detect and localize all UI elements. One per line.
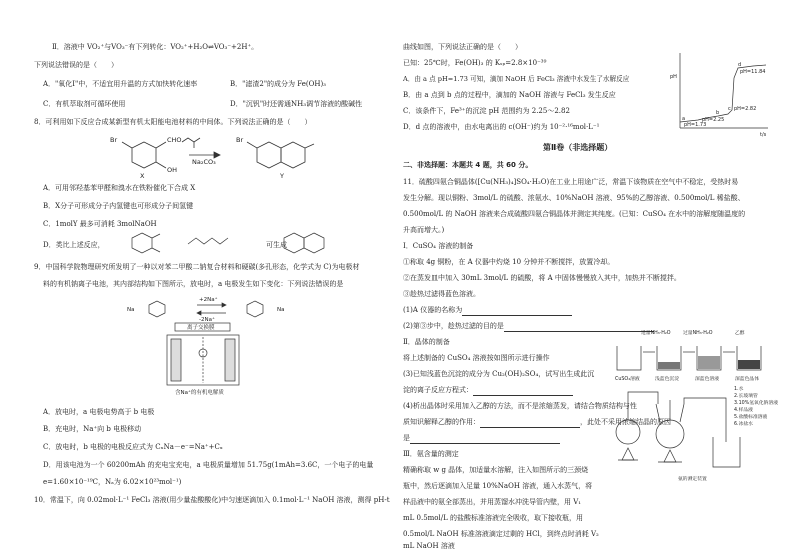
q10-option-b: B．由 a 点到 b 点的过程中，滴加的 NaOH 溶液与 FeCl₃ 发生反应 — [403, 91, 616, 99]
q8-reaction-figure — [104, 130, 344, 180]
q11-1: (1)A 仪器的名称为 — [403, 305, 572, 316]
q7-option-d: D．"沉钒"时还需通NH₃调节溶液的酸碱性 — [230, 100, 363, 108]
answer-blank-1[interactable] — [462, 305, 572, 316]
step2-label: 过量NH₃·H₂O — [683, 331, 713, 336]
right-molecule — [247, 301, 263, 317]
beaker-2-label: 浅蓝色沉淀 — [655, 377, 679, 382]
q11-4-line2: 质知识解释乙醇的作用： ，此处不采用浓缩结晶的原因 — [403, 418, 671, 426]
q10-option-d: D．d 点的溶液中，由水电离出的 c(OH⁻)约为 10⁻²·¹⁶mol·L⁻¹ — [403, 123, 600, 131]
q11-line2: 发生分解。现以铜粉、3mol/L 的硫酸、浓氨水、10%NaOH 溶液、95%的乙醇溶液、0.500mol/L 稀盐酸、 — [403, 194, 745, 202]
q7-stem-line: Ⅱ．溶液中 VO₂⁺与VO₃⁻有下列转化：VO₂⁺+H₂O⇌VO₃⁻+2H⁺。 — [52, 43, 259, 51]
ion-label-right: Na — [277, 307, 285, 313]
ph-c-label: pH=2.82 — [734, 106, 757, 112]
point-c: c — [728, 106, 731, 112]
q11-line1: 11．硫酸四氨合铜晶体([Cu(NH₃)₄]SO₄·H₂O)在工业上用途广泛，常温下该物质在空气中不稳定，受热时易 — [403, 178, 739, 186]
membrane-label: 离子交换膜 — [187, 325, 215, 331]
ph-b-label: pH=2.25 — [702, 117, 725, 123]
q9-stem-line2: 料的有机钠离子电池，其内部结构如下图所示，放电时，a 电极发生如下变化：下列说法错误的是 — [43, 280, 344, 288]
apparatus-caption: 氨的测定装置 — [678, 477, 707, 482]
part-iii-line2: 瓶中，然后逐滴加入足量 10%NaOH 溶液，通入水蒸气，将 — [403, 482, 593, 490]
q10-stem: 10．常温下，向 0.02mol·L⁻¹ FeCl₃ 溶液(用少量盐酸酸化)中匀速逐滴加入 0.1mol·L⁻¹ NaOH 溶液，测得 pH-t — [34, 496, 390, 504]
electrode-b — [225, 339, 235, 381]
q8-option-a: A．可用邻羟基苯甲醛和溴水在铁粉催化下合成 X — [43, 184, 196, 192]
part-i-step1: ①称取 4g 铜粉，在 A 仪器中灼烧 10 分钟并不断搅拌，放置冷却。 — [403, 258, 615, 266]
point-d: d — [738, 62, 742, 68]
part-iii-line3: 样品液中的氨全部蒸出，并用蒸馏水冲洗导管内壁，用 V₁ — [403, 498, 582, 506]
label-2: 2.长玻璃管 — [734, 394, 758, 399]
label-6: 6.冰盐水 — [734, 422, 753, 427]
electrode-a — [171, 339, 181, 381]
receiving-flask — [713, 437, 740, 467]
q8-option-d-start: D．类比上述反应， — [43, 241, 105, 249]
q10-stem-cont: 曲线如图，下列说法正确的是（ ） — [403, 43, 522, 51]
answer-blank-3[interactable] — [473, 385, 573, 396]
q7-option-a: A．"氧化Ⅰ"中，不适宜用升温的方式加快转化速率 — [43, 80, 198, 88]
compound-y-label: Y — [280, 172, 284, 180]
ph-d-label: pH=11.84 — [740, 69, 766, 75]
y-br-label: Br — [236, 136, 244, 144]
steam-flask — [616, 420, 640, 444]
y-ring-2 — [281, 142, 305, 168]
part-i-step2: ②在蒸发皿中加入 30mL 3mol/L 的硫酸，将 A 中固体慢慢放入其中，加热并不断搅拌。 — [403, 274, 681, 282]
part-iii-line4: mL 0.5mol/L 的盐酸标准溶液完全吸收，取下接收瓶，用 — [403, 514, 583, 522]
q10-given: 已知：25℃时，Fe(OH)₃ 的 Kₛₚ=2.8×10⁻³⁹ — [403, 59, 547, 67]
q10-option-a: A．由 a 点 pH=1.73 可知，滴加 NaOH 后 FeCl₃ 溶液中水发生了水解反应 — [403, 75, 630, 83]
q8-option-d-structures — [124, 228, 339, 258]
beaker-3-label: 深蓝色溶液 — [695, 377, 719, 382]
q11-4-line1: (4)析出晶体时采用加入乙醇的方法，而不是浓缩蒸发，请结合物质结构与性 — [403, 402, 637, 410]
x-cho-label: CHO — [167, 136, 182, 144]
section-ii-subtitle: 二、非选择题：本题共 4 题，共 60 分。 — [403, 161, 533, 169]
step1-label: 适量NH₃·H₂O — [641, 331, 671, 336]
q11-4-line3: 是 — [403, 433, 560, 444]
q9-option-d-line1: D．用该电池为一个 60200mAh 的充电宝充电，a 电极质量增加 51.75g(1mAh=3.6C，一个电子的电量 — [43, 461, 374, 469]
ion-label-left: Na — [127, 307, 135, 313]
q9-option-c: C．放电时，b 电极的电极反应式为 CₓNa－e⁻=Na⁺+Cₓ — [43, 443, 223, 451]
electrolyte-label: 含Na⁺的有机电解质 — [175, 390, 224, 396]
q9-option-d-line2: e=1.60×10⁻¹⁹C，Nₐ为 6.02×10²³mol⁻¹) — [43, 478, 182, 486]
part-i-title: Ⅰ．CuSO₄ 溶液的制备 — [403, 242, 474, 250]
q8-option-d-end: 可生成 — [266, 241, 287, 249]
part-iii-line1: 精确称取 w g 晶体，加适量水溶解，注入如图所示的三颈烧 — [403, 466, 589, 474]
part-iii-line5: 0.5mol/L NaOH 标准溶液滴定过剩的 HCl，到终点时消耗 V₂ — [403, 530, 599, 538]
beaker-4-label: 深蓝色晶体 — [735, 377, 759, 382]
q7-option-c: C．有机萃取剂可循环使用 — [43, 100, 126, 108]
q9-option-b: B．充电时，Na⁺向 b 电极移动 — [43, 425, 142, 433]
q11-3-line2: 淀的离子反应方程式： — [403, 385, 573, 396]
ammonia-apparatus-figure — [608, 382, 779, 482]
q11-2: (2)第③步中，趁热过滤的目的是 — [403, 321, 654, 332]
q9-stem-line1: 9．中国科学院物理研究所发明了一种以对苯二甲酸二钠复合材料和硬碳(多孔形态，化学式为 C)为电极材 — [34, 263, 360, 271]
section-ii-title: 第Ⅱ卷（非选择题） — [543, 143, 613, 152]
point-b: b — [716, 110, 720, 116]
q9-option-a: A．放电时，a 电极电势高于 b 电极 — [43, 408, 155, 416]
x-axis-label: t/s — [760, 132, 767, 138]
ph-a-label: pH=1.73 — [684, 122, 707, 128]
q8-option-b: B．X分子可形成分子内氢键也可形成分子间氢键 — [43, 202, 194, 210]
label-4: 4.样品液 — [734, 408, 753, 413]
part-ii-intro: 将上述制备的 CuSO₄ 溶液按如图所示进行操作 — [403, 354, 550, 362]
q8-stem: 8．可利用如下反应合成某新型有机太阳能电池材料的中间体。下列说法正确的是（ ） — [34, 118, 312, 126]
q8-option-c: C．1molY 最多可消耗 3molNaOH — [43, 220, 157, 228]
q11-line4: 升高而增大。) — [403, 226, 445, 234]
answer-blank-4a[interactable] — [480, 417, 580, 428]
q11-3-line1: (3)已知浅蓝色沉淀的成分为 Cu₂(OH)₂SO₄，试写出生成此沉 — [403, 370, 595, 378]
beaker-1-label: CuSO₄溶液 — [615, 377, 640, 382]
label-1: 1.水 — [734, 387, 744, 392]
q7-question: 下列说法错误的是（ ） — [34, 61, 118, 69]
part-iii-title: Ⅲ．氨含量的测定 — [403, 450, 459, 458]
y-ring-1 — [257, 142, 281, 168]
burner-2 — [664, 450, 676, 462]
beaker-1 — [617, 346, 641, 370]
answer-blank-4b[interactable] — [410, 433, 560, 444]
three-neck-flask — [656, 420, 684, 448]
crystallization-flow-figure — [613, 322, 773, 384]
x-oh-label: OH — [167, 166, 178, 174]
y-axis-label: pH — [670, 74, 677, 80]
point-a: a — [682, 116, 686, 122]
compound-x-label: X — [140, 172, 145, 180]
q11-line3: 0.500mol/L 的 NaOH 溶液来合成硫酸四氨合铜晶体并测定其纯度。(已知：CuSO₄ 在水中的溶解度随温度的 — [403, 210, 746, 218]
label-3: 3.10%氢氧化钠溶液 — [734, 401, 779, 406]
charge-arrow-label: -2Na⁺ — [199, 317, 215, 323]
reagent-label: Na₂CO₃ — [192, 158, 216, 166]
q7-option-b: B．"滤渣2"的成分为 Fe(OH)₃ — [230, 80, 326, 88]
x-benzene-ring — [132, 142, 156, 168]
part-i-step3: ③趁热过滤得蓝色溶液。 — [403, 290, 480, 298]
left-molecule — [149, 301, 165, 317]
discharge-arrow-label: +2Na⁺ — [199, 297, 218, 303]
burner-1 — [622, 448, 634, 460]
x-br-label: Br — [110, 136, 118, 144]
label-5: 5.盐酸标准溶液 — [734, 415, 768, 420]
part-iii-line6: mL NaOH 溶液 — [403, 542, 455, 550]
q9-battery-figure — [127, 293, 327, 398]
step3-label: 乙醇 — [735, 331, 745, 336]
ph-time-graph — [668, 48, 773, 138]
q10-option-c: C．该条件下，Fe³⁺的沉淀 pH 范围约为 2.25～2.82 — [403, 107, 570, 115]
part-ii-title: Ⅱ．晶体的制备 — [403, 338, 450, 346]
